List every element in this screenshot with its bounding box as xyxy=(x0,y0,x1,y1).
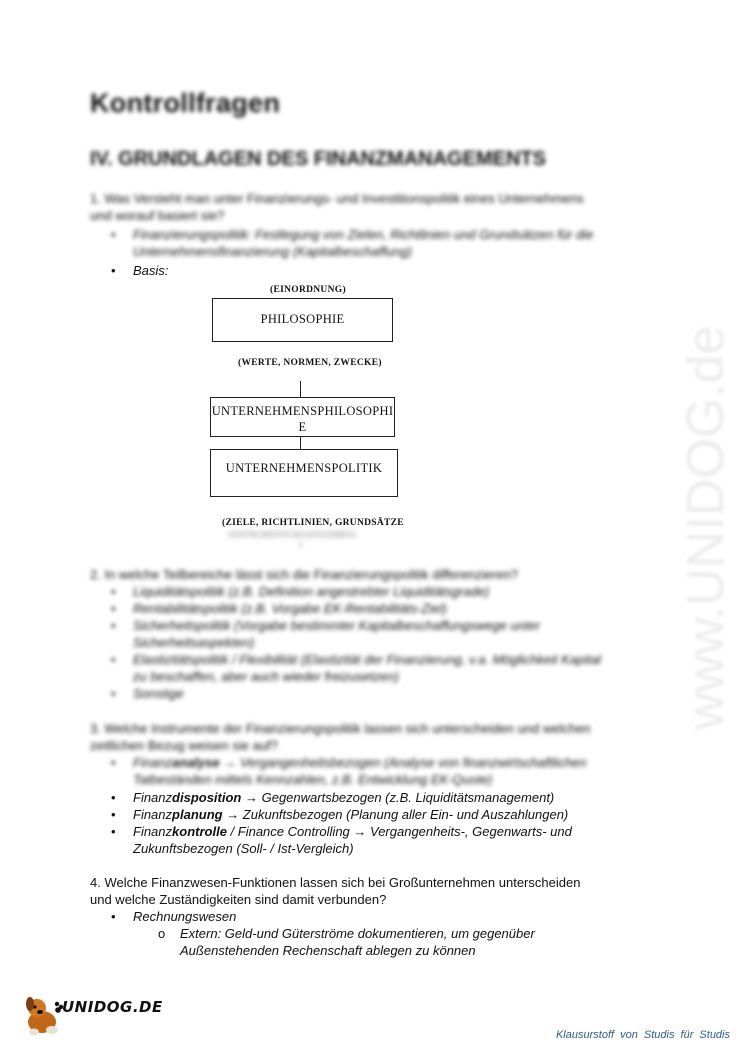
question-4: 4. Welche Finanzwesen-Funktionen lassen sich bei Großunternehmen unterscheiden und welche Zuständigkeiten sind damit verbunden? xyxy=(90,875,581,907)
diagram-box-unternehmenspolitik: UNTERNEHMENSPOLITIK xyxy=(210,449,398,497)
diagram-label-mid: (WERTE, NORMEN, ZWECKE) xyxy=(238,358,382,368)
diagram-label-bottom: (ZIELE, RICHTLINIEN, GRUNDSÄTZE xyxy=(222,518,404,528)
question-2: 2. In welche Teilbereiche lässt sich die Finanzierungspolitik differenzieren? xyxy=(90,567,519,582)
connector-line xyxy=(300,381,301,398)
question-1: 1. Was Versteht man unter Finanzierungs- und Investitionspolitik eines Unternehmens und worauf basiert sie? xyxy=(90,191,584,223)
diagram-label-bottom-2: (INSTRUMENTE/MASSNAHMEN) xyxy=(228,530,357,539)
list xyxy=(111,583,673,702)
list-item: • Liquiditätspolitik (z.B. Definition angestrebter Liquiditätsgrade) xyxy=(111,584,490,599)
list-item: • Finanzplanung → Zukunftsbezogen (Planung aller Ein- und Auszahlungen) xyxy=(111,807,569,822)
list-item: • Elastizitätspolitik / Flexibilität (Elastizität der Finanzierung, v.a. Möglichkeit Kapital zu beschaffen, aber auch wieder freizusetzen) xyxy=(111,652,601,684)
page-title: Kontrollfragen xyxy=(90,88,281,118)
list-item: • Rentabilitätspolitik (z.B. Vorgabe EK-Rentabilitäts-Ziel) xyxy=(111,601,447,616)
list-item: • Finanzanalyse → Vergangenheitsbezogen (Analyse von finanzwirtschaftlichen Tatbeständen mittels Kennzahlen, z.B. Entwicklung EK-Quote) xyxy=(111,755,587,787)
diagram-label-top: (EINORDNUNG) xyxy=(270,285,346,295)
list-item: • Sicherheitspolitik (Vorgabe bestimmter Kapitalbeschaffungswege unter Sicherheitsaspekten) xyxy=(111,618,541,650)
section-heading: IV. GRUNDLAGEN DES FINANZMANAGEMENTS xyxy=(90,148,546,170)
list-item: • Finanzierungspolitik: Festlegung von Zielen, Richtlinien und Grundsätzen für die Unternehmensfinanzierung (Kapitalbeschaffung) xyxy=(111,227,594,259)
unidog-logo xyxy=(22,990,192,1040)
connector-line xyxy=(300,437,301,449)
connector-line xyxy=(300,542,301,548)
diagram-box-unternehmensphilosophie: UNTERNEHMENSPHILOSOPHI E xyxy=(210,397,395,437)
list-item: • Sonstige xyxy=(111,686,184,701)
list-item: • Finanzdisposition → Gegenwartsbezogen (z.B. Liquiditätsmanagement) xyxy=(111,790,555,805)
logo-text: UNIDOG.DE xyxy=(62,998,163,1016)
question-3: 3. Welche Instrumente der Finanzierungspolitik lassen sich unterscheiden und welchen zeitlichen Bezug weisen sie auf? xyxy=(90,721,591,753)
dog-icon xyxy=(22,990,66,1040)
diagram-box-philosophie: PHILOSOPHIE xyxy=(212,298,393,342)
footer-tagline: Klausurstoff von Studis für Studis xyxy=(555,1029,730,1041)
list-item: • Rechnungswesen xyxy=(111,909,237,924)
list-item: • Basis: xyxy=(111,263,169,278)
list-item: • Finanzkontrolle / Finance Controlling → Vergangenheits-, Gegenwarts- und Zukunftsbezogen (Soll- / Ist-Vergleich) xyxy=(111,824,572,856)
sub-list-item: o Extern: Geld-und Güterströme dokumentieren, um gegenüber Außenstehenden Rechenschaft ablegen zu können xyxy=(158,926,535,958)
